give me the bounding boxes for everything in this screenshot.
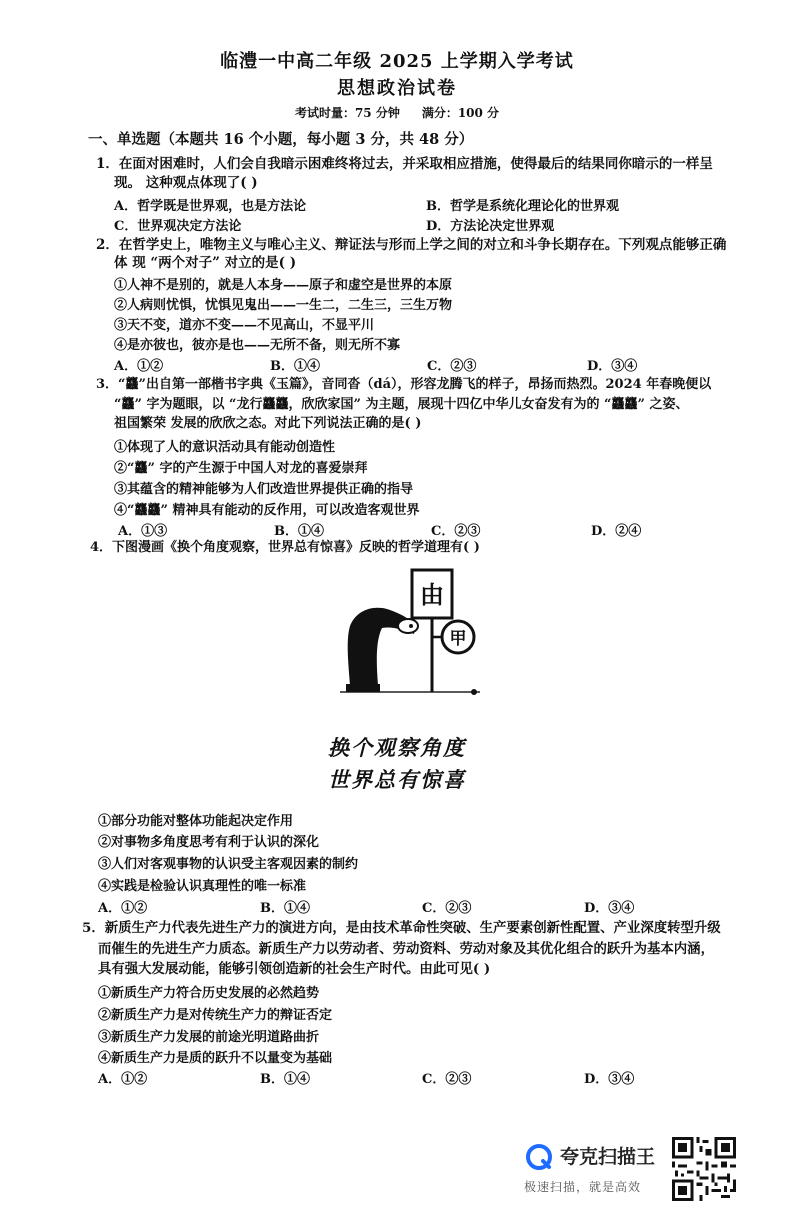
q2-stem-line1: 2．在哲学史上，唯物主义与唯心主义、辩证法与形而上学之间的对立和斗争长期存在。下列观点能够正确 [96,237,727,253]
q4-choice-d: D．③④ [584,901,635,916]
q1-stem-line2: 现。 这种观点体现了( ) [114,175,258,191]
q5-stem-line3: 具有强大发展动能，能够引领创造新的社会生产时代。由此可见( ) [98,961,491,977]
q2-choice-b: B．①④ [270,359,320,374]
q2-statement-3: ③天不变，道亦不变——不见高山，不显平川 [114,318,375,333]
q2-statement-4: ④是亦彼也，彼亦是也——无所不备，则无所不寡 [114,338,401,353]
scanner-slogan: 极速扫描，就是高效 [524,1180,642,1194]
q2-statement-1: ①人神不是别的，就是人本身——原子和虚空是世界的本原 [114,278,453,293]
q1-option-a: A．哲学既是世界观，也是方法论 [114,199,307,214]
q5-statement-3: ③新质生产力发展的前途光明道路曲折 [98,1030,320,1045]
q5-stem-line2: 而催生的先进生产力质态。新质生产力以劳动者、劳动资料、劳动对象及其优化组合的跃升为基本内涵， [98,941,714,957]
q1-option-c: C．世界观决定方法论 [114,219,242,234]
q4-choice-b: B．①④ [260,901,310,916]
q5-stem-line1: 5．新质生产力代表先进生产力的演进方向，是由技术革命性突破、生产要素创新性配置、产业深度转型升级 [82,920,721,936]
q5-statement-2: ②新质生产力是对传统生产力的辩证否定 [98,1008,333,1023]
q1-stem-line1: 1．在面对困难时，人们会自我暗示困难终将过去，并采取相应措施，使得最后的结果同你暗示的一样呈 [96,156,713,172]
cartoon-caption-line1: 换个观察角度 [328,735,466,760]
q3-statement-1: ①体现了人的意识活动具有能动创造性 [114,440,336,455]
q2-statement-2: ②人病则忧惧，忧惧见鬼出——一生二，二生三，三生万物 [114,298,453,313]
cartoon-caption-line2: 世界总有惊喜 [328,767,466,792]
q3-choice-c: C．②③ [431,524,481,539]
q4-statement-2: ②对事物多角度思考有利于认识的深化 [98,835,320,850]
qr-code-icon [672,1137,736,1201]
q5-choice-a: A．①② [98,1072,148,1087]
q1-option-d: D．方法论决定世界观 [426,219,555,234]
q1-option-b: B．哲学是系统化理论化的世界观 [426,199,619,214]
q4-choice-a: A．①② [98,901,148,916]
q3-statement-2: ②“龘” 字的产生源于中国人对龙的喜爱崇拜 [114,461,368,476]
q3-choice-b: B．①④ [274,524,324,539]
q5-statement-1: ①新质生产力符合历史发展的必然趋势 [98,986,320,1001]
q2-choice-d: D．③④ [587,359,638,374]
scanner-brand: 夸克扫描王 [560,1146,656,1168]
q4-choice-c: C．②③ [422,901,472,916]
q4-stem: 4．下图漫画《换个角度观察，世界总有惊喜》反映的哲学道理有( ) [90,540,480,555]
q3-choice-a: A．①③ [118,524,168,539]
q3-statement-3: ③其蕴含的精神能够为人们改造世界提供正确的指导 [114,482,414,497]
sign-bottom-text: 甲 [449,629,467,649]
cartoon-illustration [320,560,490,720]
q4-statement-4: ④实践是检验认识真理性的唯一标准 [98,879,307,894]
exam-time: 考试时量：75 分钟 [294,106,400,120]
q4-statement-1: ①部分功能对整体功能起决定作用 [98,814,294,829]
exam-meta [0,104,794,121]
q2-choice-a: A．①② [114,359,164,374]
q3-stem-line2: “龘” 字为题眼，以 “龙行龘龘，欣欣家国” 为主题，展现十四亿中华儿女奋发有为的 “龘龘” 之姿、 [114,397,689,412]
exam-subject-title: 思想政治试卷 [337,78,457,99]
q5-choice-c: C．②③ [422,1072,472,1087]
q2-choice-c: C．②③ [427,359,477,374]
q5-statement-4: ④新质生产力是质的跃升不以量变为基础 [98,1051,333,1066]
q3-choice-d: D．②④ [591,524,642,539]
exam-score: 满分：100 分 [421,106,500,120]
q5-choice-b: B．①④ [260,1072,310,1087]
sign-top-text: 由 [420,581,444,609]
section-title: 一、单选题（本题共 16 个小题，每小题 3 分，共 48 分） [88,131,474,148]
q3-stem-line3: 祖国繁荣 发展的欣欣之态。对此下列说法正确的是( ) [114,416,422,431]
q3-stem-line1: 3．“龘”出自第一部楷书字典《玉篇》，音同沓（dá），形容龙腾飞的样子，昂扬而热烈。2024 年春晚便以 [96,377,712,392]
q5-choice-d: D．③④ [584,1072,635,1087]
exam-title: 临澧一中高二年级 2025 上学期入学考试 [220,51,574,72]
q3-statement-4: ④“龘龘” 精神具有能动的反作用，可以改造客观世界 [114,503,420,518]
q4-statement-3: ③人们对客观事物的认识受主客观因素的制约 [98,857,359,872]
q2-stem-line2: 体 现 “两个对子” 对立的是( ) [114,255,297,271]
quark-logo-icon [526,1144,552,1170]
